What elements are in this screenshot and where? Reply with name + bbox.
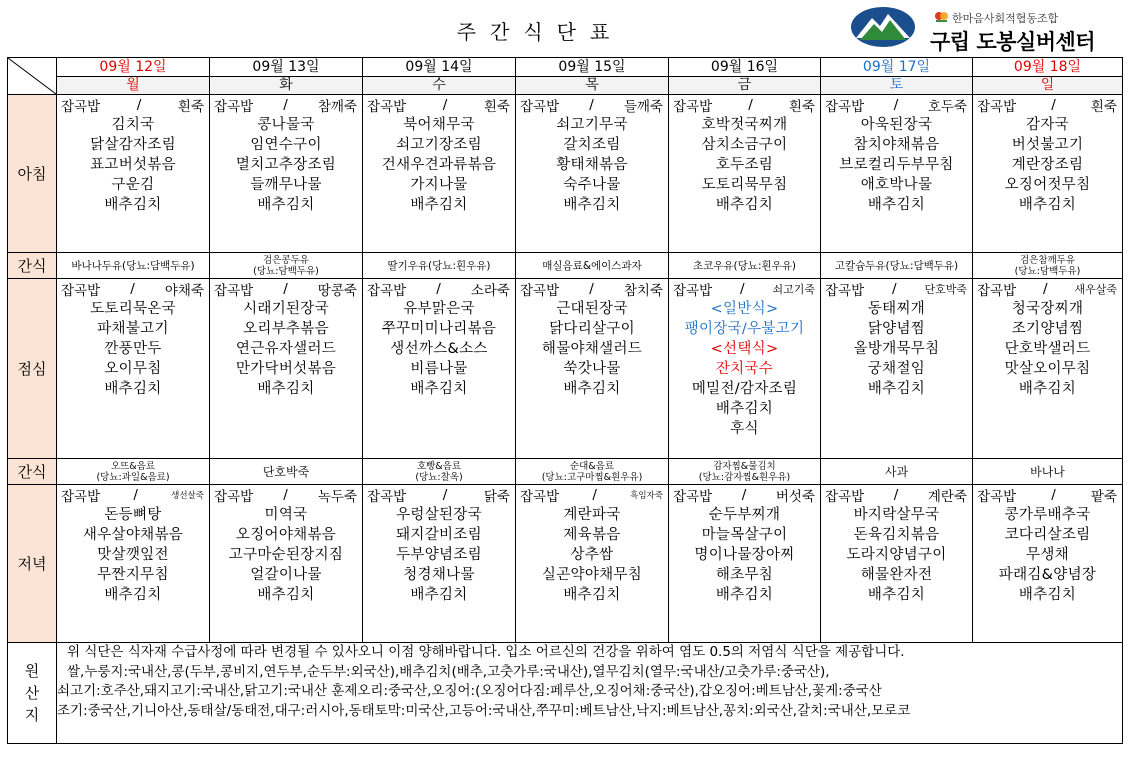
dish-item: 유부맑은국 (403, 301, 475, 317)
dinner-row (8, 485, 1123, 643)
page-header (0, 0, 1130, 55)
dish-item: 상추쌈 (570, 547, 614, 563)
rice-label: 잡곡밥 (825, 489, 865, 505)
dish-item: 궁채절임 (867, 361, 926, 377)
slash-separator: / (1051, 97, 1056, 113)
breakfast-cell (516, 95, 669, 253)
date-cell: 09월 15일 (516, 58, 669, 77)
snack-name: 단호박죽 (262, 464, 310, 479)
dish-item: 참치야채볶음 (853, 137, 940, 153)
weekday-cell: 일 (973, 77, 1123, 95)
dish-item: 버섯불고기 (1011, 137, 1084, 153)
dish-item: 돈육김치볶음 (853, 527, 940, 543)
dish-item: 해물야채샐러드 (541, 341, 643, 357)
dish-item: 새우살야채볶음 (82, 527, 184, 543)
slash-separator: / (436, 281, 441, 297)
rice-porridge-line (821, 485, 972, 505)
origin-line: 쌀,누룽지:국내산,콩(두부,콩비지,연두부,순두부:외국산),배추김치(배추,고춧가루:국내산),열무김치(열무:국내산/고춧가루:중국산), (67, 663, 830, 680)
snack-diabetic-option: (당뇨:담백두유) (1014, 265, 1081, 277)
dish-item: 배추김치 (563, 587, 621, 603)
lunch-cell (363, 279, 516, 459)
dish-item: 연근유자샐러드 (235, 341, 337, 357)
snack-cell (973, 459, 1123, 485)
weekday-cell: 수 (363, 77, 516, 95)
dish-item: 호두조림 (715, 157, 774, 173)
dinner-cell (57, 485, 210, 643)
dish-item: 미역국 (264, 507, 308, 523)
snack-diabetic-option: (당뇨:찰옥) (415, 471, 463, 483)
rice-porridge-line (516, 279, 668, 299)
rice-label: 잡곡밥 (977, 99, 1017, 115)
dish-item: 쇠고기무국 (556, 117, 628, 133)
org-name: 한마음사회적협동조합 (952, 12, 1059, 25)
breakfast-cell (821, 95, 973, 253)
snack-cell (516, 459, 669, 485)
origin-label-char: 원 (24, 662, 40, 680)
weekday-cell: 토 (821, 77, 973, 95)
dish-item: 브로컬리두부무침 (839, 157, 954, 173)
rice-porridge-line (57, 485, 209, 505)
dish-item: 들깨무나물 (250, 177, 322, 193)
porridge-label: 소라죽 (470, 283, 510, 299)
dish-item: 올방개묵무침 (853, 341, 940, 357)
rice-label: 잡곡밥 (977, 489, 1017, 505)
porridge-label: 참깨죽 (317, 99, 357, 115)
rice-label: 잡곡밥 (367, 99, 407, 115)
rice-porridge-line (516, 485, 668, 505)
breakfast-row (8, 95, 1123, 253)
breakfast-cell (669, 95, 821, 253)
dish-item: 쭈꾸미미나리볶음 (381, 321, 497, 337)
snack-name: 매실음료&에이스과자 (542, 259, 642, 272)
snack-diabetic-option: (당뇨:감자찜&흰우유) (698, 471, 791, 483)
dish-item: 건새우견과류볶음 (381, 157, 497, 173)
dish-item: 쑥갓나물 (563, 361, 621, 377)
dish-item: 도라지양념구이 (846, 547, 947, 563)
rice-porridge-line (210, 279, 362, 299)
slash-separator: / (893, 97, 899, 113)
dish-item: 배추김치 (410, 587, 468, 603)
dish-item: 닭다리살구이 (549, 321, 635, 337)
dish-item: 마늘목살구이 (701, 527, 788, 543)
dish-item: 해초무침 (715, 567, 774, 583)
slash-separator: / (1051, 487, 1056, 503)
snack-name: 감자찜&물김치 (713, 460, 776, 472)
dinner-cell (363, 485, 516, 643)
dish-item: 잔치국수 (715, 361, 774, 377)
porridge-label: 흰죽 (1090, 99, 1117, 115)
dish-item: 순두부찌개 (708, 507, 781, 523)
dish-item: <선택식> (710, 341, 779, 357)
snack-diabetic-option: (당뇨:고구마찜&흰우유) (541, 471, 643, 483)
slash-separator: / (589, 281, 594, 297)
snack_am-label: 간식 (8, 253, 57, 279)
snack-cell (363, 253, 516, 279)
dish-item: 돈등뼈탕 (104, 507, 162, 523)
porridge-label: 흰죽 (177, 99, 204, 115)
breakfast-cell (973, 95, 1123, 253)
snack_pm-label: 간식 (8, 459, 57, 485)
snack-name: 초코우유(당뇨:흰우유) (692, 259, 797, 272)
snack-diabetic-option: (당뇨:과일&음료) (96, 471, 170, 483)
snack-name: 딸기우유(당뇨:흰우유) (387, 259, 491, 272)
rice-label: 잡곡밥 (61, 283, 101, 299)
dish-item: 계란파국 (563, 507, 621, 523)
dinner-cell (210, 485, 363, 643)
dish-item: 팽이장국/우불고기 (684, 321, 805, 337)
dish-item: 배추김치 (715, 401, 774, 417)
dinner-cell (821, 485, 973, 643)
dish-item: 배추김치 (1018, 381, 1077, 397)
snack-cell (973, 253, 1123, 279)
rice-porridge-line (973, 279, 1122, 299)
dish-item: 배추김치 (104, 197, 162, 213)
snack-cell (210, 253, 363, 279)
origin-notes (57, 643, 1123, 744)
rice-label: 잡곡밥 (825, 283, 865, 299)
dish-item: 콩나물국 (257, 117, 315, 133)
dish-item: 도토리묵온국 (90, 301, 176, 317)
date-cell: 09월 12일 (57, 58, 210, 77)
dish-item: 우렁살된장국 (396, 507, 482, 523)
weekday-cell: 금 (669, 77, 821, 95)
dish-item: 배추김치 (257, 197, 315, 213)
dish-item: 호박젓국찌개 (701, 117, 788, 133)
dish-item: 표고버섯볶음 (90, 157, 176, 173)
dish-item: 배추김치 (1018, 587, 1077, 603)
dish-item: 감자국 (1026, 117, 1069, 133)
origin-line: 조기:중국산,기니아산,동태살/동태전,대구:러시아,동태토막:미국산,고등어:국내산,쭈꾸미:베트남산,낙지:베트남산,꽁치:외국산,갈치:국내산,모로코 (57, 702, 911, 719)
snack-cell (57, 459, 210, 485)
breakfast-label: 아침 (8, 95, 57, 253)
dish-item: 오이무침 (104, 361, 162, 377)
dish-item: 북어채무국 (403, 117, 475, 133)
origin-line: 위 식단은 식자재 수급사정에 따라 변경될 수 있사오니 이점 양해바랍니다. 입소 어르신의 건강을 위하여 염도 0.5의 저염식 식단을 제공합니다. (67, 644, 905, 660)
rice-label: 잡곡밥 (367, 489, 407, 505)
dish-item: 무생채 (1026, 547, 1069, 563)
dish-item: 배추김치 (715, 197, 774, 213)
dish-item: 숙주나물 (563, 177, 621, 193)
dish-item: 청국장찌개 (1011, 301, 1084, 317)
porridge-label: 야채죽 (164, 283, 204, 299)
origin-line: 쇠고기:호주산,돼지고기:국내산,닭고기:국내산 훈제오리:중국산,오징어:(오징어다짐:페루산,오징어채:중국산),갑오징어:베트남산,꽃게:중국산 (57, 683, 882, 699)
corner-cell (8, 58, 57, 95)
slash-separator: / (283, 487, 288, 503)
snack-name: 바나나 (1030, 464, 1065, 479)
porridge-label: 땅콩죽 (317, 283, 357, 299)
lunch-cell (57, 279, 210, 459)
breakfast-cell (363, 95, 516, 253)
rice-porridge-line (516, 95, 668, 115)
dish-item: 배추김치 (867, 381, 926, 397)
rice-porridge-line (363, 485, 515, 505)
snack-name: 검은참깨두유 (1019, 254, 1076, 266)
snack-cell (821, 253, 973, 279)
breakfast-cell (210, 95, 363, 253)
weekly-menu-table (7, 57, 1123, 744)
rice-porridge-line (669, 485, 820, 505)
dinner-cell (973, 485, 1123, 643)
dish-item: 만가닥버섯볶음 (235, 361, 337, 377)
snack-cell (669, 253, 821, 279)
porridge-label: 닭죽 (483, 489, 510, 505)
porridge-label: 흰죽 (788, 99, 815, 115)
rice-label: 잡곡밥 (367, 283, 407, 299)
dish-item: 임연수구이 (250, 137, 322, 153)
dish-item: 제육볶음 (563, 527, 621, 543)
slash-separator: / (442, 97, 448, 113)
dish-item: 삼치소금구이 (701, 137, 788, 153)
slash-separator: / (130, 281, 135, 297)
snack-name: 사과 (884, 464, 909, 479)
date-cell: 09월 16일 (669, 58, 821, 77)
porridge-label: 새우살죽 (1074, 283, 1117, 296)
dinner-cell (516, 485, 669, 643)
porridge-label: 들깨죽 (623, 99, 663, 115)
rice-porridge-line (669, 279, 820, 299)
dish-item: 계란장조림 (1011, 157, 1084, 173)
dish-item: 배추김치 (563, 197, 621, 213)
snack-name: 호빵&음료 (416, 460, 462, 472)
rice-porridge-line (57, 95, 209, 115)
snack-cell (516, 253, 669, 279)
dish-item: 동태찌개 (867, 301, 926, 317)
lunch-cell (821, 279, 973, 459)
dish-item: 청경채나물 (403, 567, 475, 583)
snack_am-row (8, 253, 1123, 279)
slash-separator: / (283, 97, 288, 113)
date-row (8, 58, 1123, 77)
date-cell: 09월 13일 (210, 58, 363, 77)
rice-label: 잡곡밥 (61, 99, 101, 115)
rice-label: 잡곡밥 (673, 99, 713, 115)
porridge-label: 흰죽 (483, 99, 510, 115)
mountain-logo-icon (850, 6, 916, 48)
snack-cell (57, 253, 210, 279)
snack-diabetic-option: (당뇨:담백두유) (253, 265, 319, 277)
rice-porridge-line (210, 485, 362, 505)
porridge-label: 버섯죽 (775, 489, 815, 505)
rice-label: 잡곡밥 (825, 99, 865, 115)
lunch-cell (973, 279, 1123, 459)
dish-item: 쇠고기장조림 (396, 137, 482, 153)
dish-item: 시래기된장국 (243, 301, 329, 317)
snack-name: 바나나두유(당뇨:담백두유) (71, 259, 195, 272)
rice-label: 잡곡밥 (673, 283, 713, 299)
dish-item: <일반식> (710, 301, 779, 317)
lunch-row (8, 279, 1123, 459)
dish-item: 갈치조림 (563, 137, 621, 153)
origin-label-char: 산 (24, 684, 40, 702)
slash-separator: / (136, 97, 142, 113)
dish-item: 도토리묵무침 (701, 177, 788, 193)
origin-label-char: 지 (24, 706, 40, 724)
slash-separator: / (893, 487, 899, 503)
slash-separator: / (283, 281, 288, 297)
slash-separator: / (1043, 281, 1048, 297)
rice-porridge-line (363, 95, 515, 115)
dish-item: 배추김치 (410, 381, 468, 397)
dish-item: 단호박샐러드 (1004, 341, 1091, 357)
dish-item: 해물완자전 (860, 567, 933, 583)
rice-label: 잡곡밥 (214, 489, 254, 505)
origin-label (8, 643, 57, 744)
dish-item: 배추김치 (257, 587, 315, 603)
rice-porridge-line (973, 95, 1122, 115)
snack-cell (821, 459, 973, 485)
dish-item: 얼갈이나물 (250, 567, 322, 583)
dinner-label: 저녁 (8, 485, 57, 643)
porridge-label: 호두죽 (927, 99, 967, 115)
dish-item: 황태채볶음 (556, 157, 628, 173)
dish-item: 근대된장국 (556, 301, 628, 317)
rice-porridge-line (821, 279, 972, 299)
dish-item: 오징어야채볶음 (235, 527, 337, 543)
porridge-label: 팥죽 (1090, 489, 1117, 505)
snack_pm-row (8, 459, 1123, 485)
dish-item: 메밀전/감자조림 (691, 381, 798, 397)
porridge-label: 쇠고기죽 (772, 283, 815, 296)
dish-item: 닭양념찜 (867, 321, 926, 337)
rice-porridge-line (210, 95, 362, 115)
dish-item: 닭살감자조림 (90, 137, 176, 153)
dish-item: 배추김치 (1018, 197, 1077, 213)
snack-name: 고칼슘두유(당뇨:담백두유) (834, 259, 959, 272)
snack-name: 검은콩두유 (263, 254, 309, 266)
dish-item: 파채불고기 (97, 321, 169, 337)
dish-item: 배추김치 (867, 587, 926, 603)
dish-item: 두부양념조림 (396, 547, 482, 563)
lunch-cell (210, 279, 363, 459)
dish-item: 멸치고추장조림 (235, 157, 337, 173)
lunch-cell (669, 279, 821, 459)
snack-name: 순대&음료 (569, 460, 615, 472)
slash-separator: / (589, 97, 594, 113)
dish-item: 배추김치 (715, 587, 774, 603)
dish-item: 오징어젓무침 (1004, 177, 1091, 193)
dish-item: 바지락살무국 (853, 507, 940, 523)
slash-separator: / (442, 487, 448, 503)
rice-label: 잡곡밥 (520, 99, 560, 115)
dish-item: 구운김 (111, 177, 155, 193)
snack-cell (669, 459, 821, 485)
porridge-label: 참치죽 (623, 283, 663, 299)
dish-item: 배추김치 (563, 381, 621, 397)
dish-item: 생선까스&소스 (390, 341, 488, 357)
dish-item: 돼지갈비조림 (396, 527, 482, 543)
date-cell: 09월 18일 (973, 58, 1123, 77)
snack-name: 오뜨&음료 (110, 460, 156, 472)
slash-separator: / (740, 281, 745, 297)
rice-porridge-line (363, 279, 515, 299)
slash-separator: / (133, 487, 138, 503)
date-cell: 09월 14일 (363, 58, 516, 77)
org-mark-icon (934, 10, 949, 23)
slash-separator: / (892, 281, 897, 297)
center-name: 구립 도봉실버센터 (930, 30, 1096, 54)
dish-item: 맛살깻잎전 (97, 547, 169, 563)
breakfast-cell (57, 95, 210, 253)
rice-label: 잡곡밥 (977, 283, 1017, 299)
dish-item: 아욱된장국 (860, 117, 933, 133)
weekday-cell: 월 (57, 77, 210, 95)
dish-item: 파래김&양념장 (998, 567, 1097, 583)
rice-label: 잡곡밥 (61, 489, 101, 505)
rice-label: 잡곡밥 (214, 283, 254, 299)
snack-cell (363, 459, 516, 485)
dish-item: 실곤약야채무침 (541, 567, 643, 583)
dinner-cell (669, 485, 821, 643)
dish-item: 조기양념찜 (1011, 321, 1084, 337)
porridge-label: 단호박죽 (924, 283, 967, 296)
dish-item: 맛살오이무침 (1004, 361, 1091, 377)
weekday-cell: 화 (210, 77, 363, 95)
dish-item: 콩가루배추국 (1004, 507, 1091, 523)
porridge-label: 생선살죽 (171, 491, 204, 501)
dish-item: 김치국 (111, 117, 155, 133)
dish-item: 후식 (730, 421, 759, 437)
dish-item: 배추김치 (867, 197, 926, 213)
porridge-label: 계란죽 (927, 489, 967, 505)
dish-item: 배추김치 (104, 587, 162, 603)
rice-label: 잡곡밥 (520, 489, 560, 505)
slash-separator: / (741, 487, 747, 503)
dish-item: 코다리살조림 (1004, 527, 1091, 543)
dish-item: 깐풍만두 (104, 341, 162, 357)
dish-item: 무짠지무침 (97, 567, 169, 583)
date-cell: 09월 17일 (821, 58, 973, 77)
rice-label: 잡곡밥 (520, 283, 560, 299)
slash-separator: / (748, 97, 753, 113)
dish-item: 비름나물 (410, 361, 468, 377)
page-title: 주간식단표 (456, 20, 624, 44)
dish-item: 오리부추볶음 (243, 321, 329, 337)
snack-cell (210, 459, 363, 485)
porridge-label: 흑임자죽 (630, 491, 663, 501)
dish-item: 가지나물 (410, 177, 468, 193)
lunch-label: 점심 (8, 279, 57, 459)
dish-item: 명이나물장아찌 (694, 547, 795, 563)
slash-separator: / (592, 487, 597, 503)
dish-item: 애호박나물 (860, 177, 933, 193)
dish-item: 배추김치 (257, 381, 315, 397)
rice-porridge-line (973, 485, 1122, 505)
rice-porridge-line (821, 95, 972, 115)
porridge-label: 녹두죽 (317, 489, 357, 505)
rice-label: 잡곡밥 (214, 99, 254, 115)
dish-item: 배추김치 (410, 197, 468, 213)
rice-label: 잡곡밥 (673, 489, 713, 505)
lunch-cell (516, 279, 669, 459)
dish-item: 고구마순된장지짐 (228, 547, 344, 563)
dish-item: 배추김치 (104, 381, 162, 397)
rice-porridge-line (669, 95, 820, 115)
weekday-cell: 목 (516, 77, 669, 95)
rice-porridge-line (57, 279, 209, 299)
origin-row (8, 643, 1123, 744)
weekday-row (8, 77, 1123, 95)
